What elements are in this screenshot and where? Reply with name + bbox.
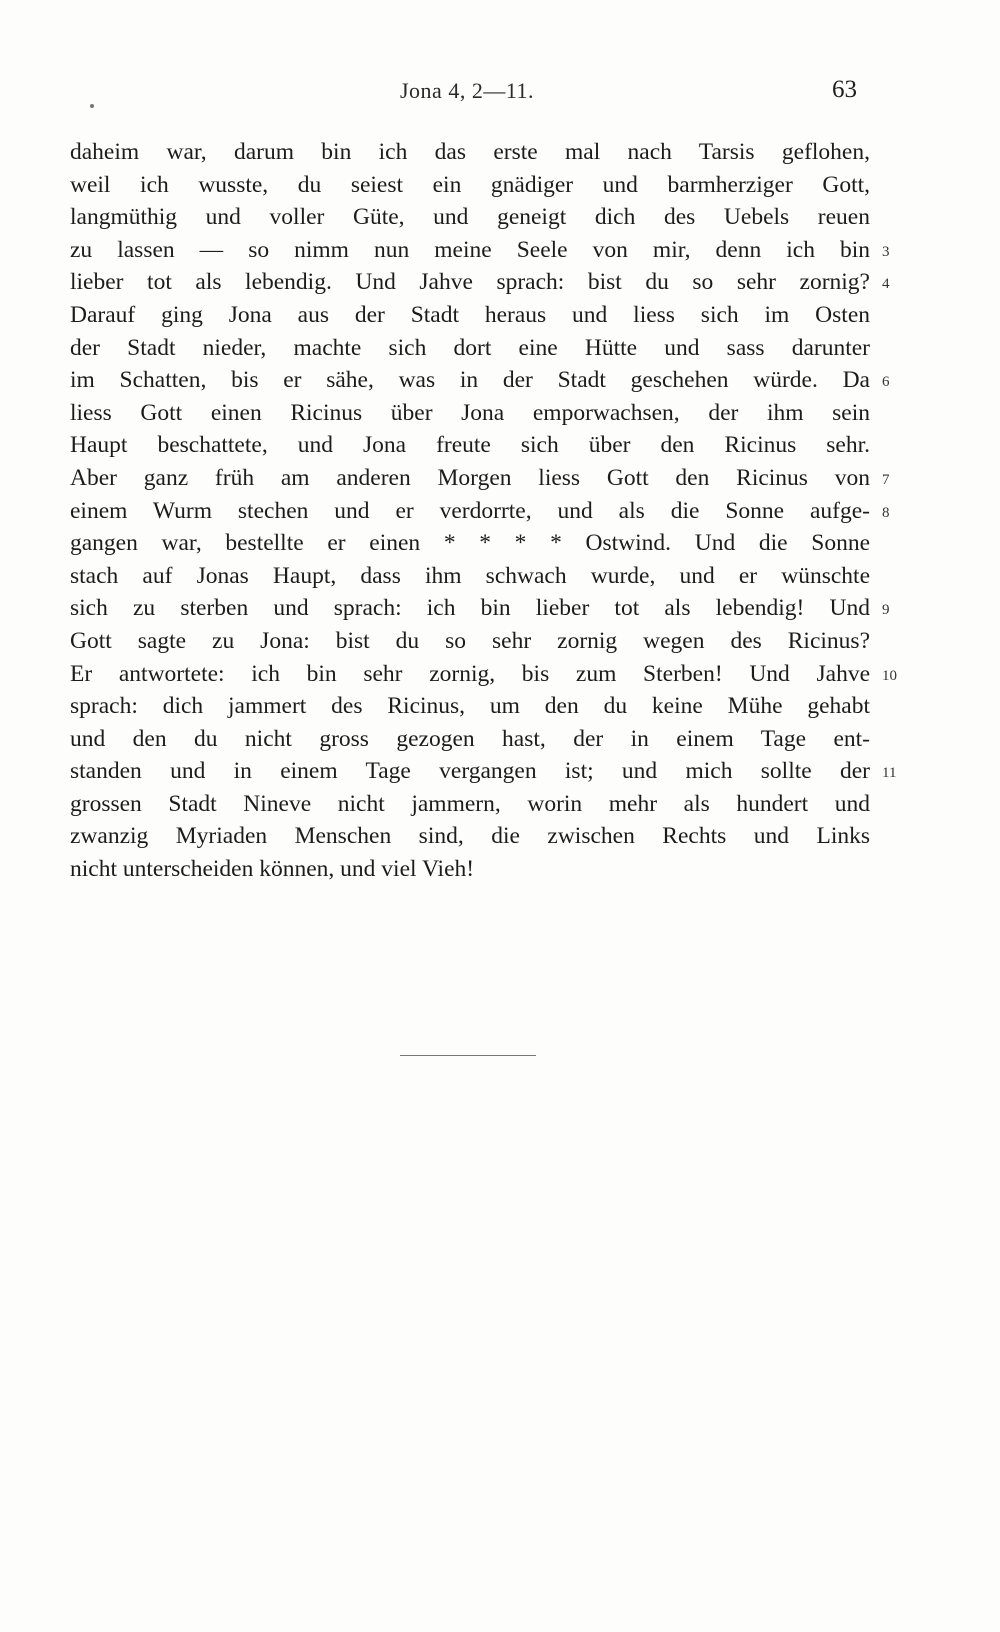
verse-number: 8 [882,504,890,521]
end-rule [400,1055,536,1056]
line-text: einem Wurm stechen und er verdorrte, und als die Sonne aufge- [70,497,870,524]
verse-number: 4 [882,276,890,293]
line-text: Haupt beschattete, und Jona freute sich über den Ricinus sehr. [70,432,870,459]
text-line [70,136,870,169]
verse-number: 6 [882,374,890,391]
line-text: daheim war, darum bin ich das erste mal nach Tarsis geflohen, [70,139,870,165]
line-text: sich zu sterben und sprach: ich bin lieber tot als lebendig! Und [70,595,870,622]
line-text: nicht unterscheiden können, und viel Vieh! [70,856,475,883]
text-line [70,397,870,430]
text-line [70,201,870,234]
text-line [70,755,897,788]
text-line [70,332,870,365]
line-text: grossen Stadt Nineve nicht jammern, worin mehr als hundert und [70,790,870,817]
text-line [70,527,870,560]
text-line [70,788,870,821]
line-text: gangen war, bestellte er einen * * * * Ostwind. Und die Sonne [70,530,870,557]
text-line [70,169,870,202]
line-text: sprach: dich jammert des Ricinus, um den du keine Mühe gehabt [70,693,870,720]
text-line [70,625,870,658]
page-number: 63 [832,76,857,103]
text-line [70,495,890,528]
line-text: weil ich wusste, du seiest ein gnädiger und barmherziger Gott, [70,171,870,198]
line-text: lieber tot als lebendig. Und Jahve sprach: bist du so sehr zornig? [70,269,870,296]
line-text: zu lassen — so nimm nun meine Seele von mir, denn ich bin [70,236,870,263]
text-line [70,266,890,299]
text-line [70,364,890,397]
print-speck [90,104,94,108]
text-line [70,429,870,462]
text-line [70,820,870,853]
text-line [70,592,890,625]
verse-number: 10 [882,667,897,684]
line-text: zwanzig Myriaden Menschen sind, die zwischen Rechts und Links [70,823,870,850]
body-text [70,136,897,886]
line-text: der Stadt nieder, machte sich dort eine Hütte und sass darunter [70,334,870,361]
text-line [70,690,870,723]
running-head [0,78,1000,112]
line-text: Aber ganz früh am anderen Morgen liess Gott den Ricinus von [70,464,870,491]
verse-number: 9 [882,602,890,619]
text-line [70,560,870,593]
line-text: und den du nicht gross gezogen hast, der in einem Tage ent- [70,725,870,752]
text-line [70,853,870,886]
line-text: stach auf Jonas Haupt, dass ihm schwach wurde, und er wünschte [70,562,870,589]
line-text: Darauf ging Jona aus der Stadt heraus und liess sich im Osten [70,301,870,328]
line-text: Er antwortete: ich bin sehr zornig, bis zum Sterben! Und Jahve [70,660,870,687]
verse-number: 7 [882,471,890,488]
text-line [70,234,890,267]
running-title: Jona 4, 2—11. [400,78,535,103]
line-text: standen und in einem Tage vergangen ist; und mich sollte der [70,758,870,785]
text-line [70,658,897,691]
text-line [70,462,890,495]
line-text: liess Gott einen Ricinus über Jona emporwachsen, der ihm sein [70,399,870,426]
line-text: Gott sagte zu Jona: bist du so sehr zornig wegen des Ricinus? [70,627,870,654]
verse-number: 11 [882,765,897,782]
line-text: im Schatten, bis er sähe, was in der Stadt geschehen würde. Da [70,367,870,394]
text-line [70,299,870,332]
verse-number: 3 [882,243,890,260]
line-text: langmüthig und voller Güte, und geneigt dich des Uebels reuen [70,204,870,231]
text-line [70,723,870,756]
